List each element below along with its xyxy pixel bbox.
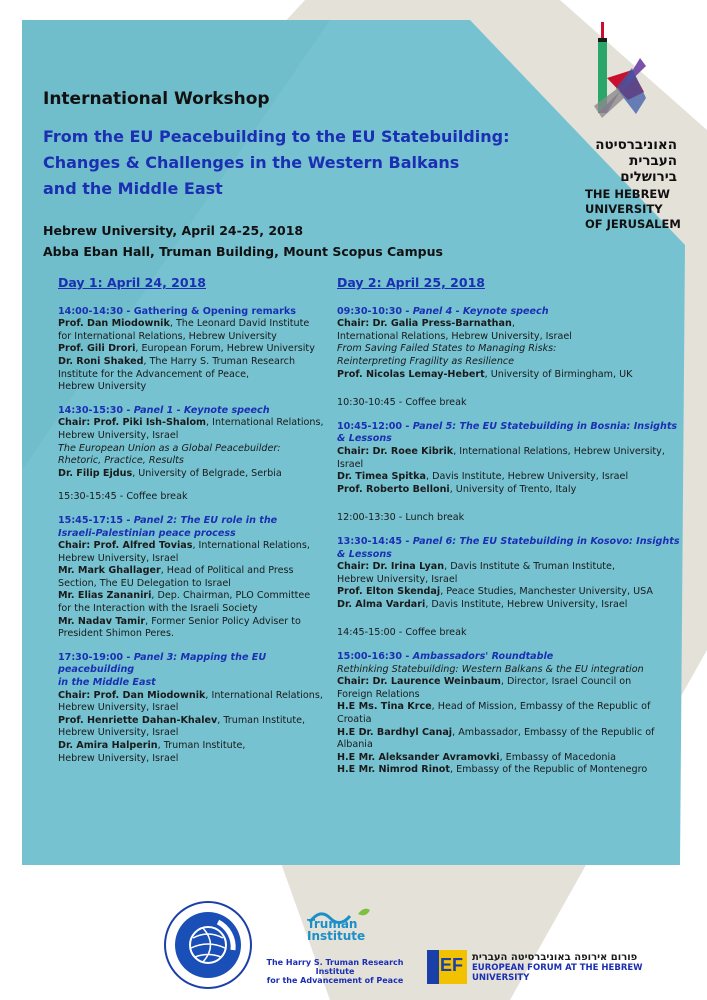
talk-title: The European Union as a Global Peacebuilder:	[58, 442, 281, 454]
day1-coffee-break	[58, 491, 328, 504]
panel-title: Panel 4 - Keynote speech	[412, 305, 549, 317]
day2-session-panel4	[337, 306, 687, 382]
ef-badge-text: EF	[440, 955, 464, 975]
break-text: 12:00-13:30 - Lunch break	[337, 512, 465, 524]
chair-affiliation: Foreign Relations	[337, 688, 420, 700]
speaker-affiliation: , Truman Institute,	[217, 714, 306, 726]
truman-desc-line-1: The Harry S. Truman Research Institute	[266, 958, 404, 976]
title-line-3: and the Middle East	[43, 179, 223, 198]
hebrew-line-2: העברית	[629, 153, 677, 169]
ef-hebrew-name: פורום אירופה באוניברסיטה העברית	[472, 952, 638, 963]
chair-name: Chair: Dr. Irina Lyan	[337, 561, 445, 573]
ef-english-name: EUROPEAN FORUM AT THE HEBREW UNIVERSITY	[472, 963, 643, 983]
break-text: 15:30-15:45 - Coffee break	[58, 491, 188, 503]
chair-affiliation: , Davis Institute & Truman Institute,	[444, 561, 616, 573]
speaker-name: Dr. Amira Halperin	[58, 740, 158, 751]
speaker-name: Prof. Henriette Dahan-Khalev	[58, 714, 218, 726]
session-time: 13:30-14:45 -	[337, 535, 413, 547]
english-name	[585, 187, 695, 232]
hebrew-line-3: בירושלים	[620, 169, 677, 185]
panel-title: Panel 5: The EU Statebuilding in Bosnia: Insights & Lessons	[337, 420, 678, 445]
davis-institute-seal-icon	[163, 900, 253, 990]
speaker-affiliation: Hebrew University	[58, 381, 147, 393]
speaker-affiliation: , Dep. Chairman, PLO Committee	[151, 590, 311, 602]
speaker-name: H.E Mr. Aleksander Avramovki	[337, 751, 500, 763]
chair-affiliation: , Director, Israel Council on	[500, 676, 632, 688]
speaker-affiliation: , Truman Institute,	[157, 740, 246, 751]
day2-column	[337, 277, 687, 788]
title-line-2: Changes & Challenges in the Western Balkans	[43, 153, 460, 172]
speaker-name: Dr. Alma Vardari	[337, 598, 426, 610]
day2-session-panel5	[337, 421, 687, 497]
day1-session-opening	[58, 306, 328, 394]
chair-affiliation: Hebrew University, Israel	[58, 552, 179, 564]
panel-title: Panel 1 - Keynote speech	[133, 404, 270, 416]
workshop-label: International Workshop	[43, 89, 270, 109]
speaker-name: Mr. Elias Zananiri	[58, 590, 152, 602]
session-time: 09:30-10:30 -	[337, 305, 413, 317]
english-line-1: THE HEBREW	[585, 187, 670, 201]
panel-title: in the Middle East	[58, 677, 156, 689]
speaker-affiliation: Hebrew University, Israel	[58, 752, 179, 764]
chair-name: Chair: Prof. Piki Ish-Shalom	[58, 417, 207, 429]
chair-name: Chair: Dr. Roee Kibrik	[337, 445, 454, 457]
speaker-affiliation: , Former Senior Policy Adviser to	[145, 615, 301, 627]
break-text: 10:30-10:45 - Coffee break	[337, 397, 467, 409]
truman-description	[255, 958, 415, 985]
speaker-name: Prof. Roberto Belloni	[337, 483, 450, 495]
session-time: 15:00-16:30 -	[337, 651, 413, 663]
talk-title: Reinterpreting Fragility as Resilience	[337, 355, 515, 367]
speaker-name: H.E Mr. Nimrod Rinot	[337, 764, 450, 776]
day1-heading: Day 1: April 24, 2018	[58, 275, 206, 290]
chair-affiliation: , International Relations,	[192, 540, 310, 552]
day2-lunch-break	[337, 512, 687, 525]
speaker-affiliation: , University of Trento, Italy	[449, 483, 577, 495]
speaker-affiliation: , Head of Political and Press	[160, 565, 294, 577]
speaker-name: H.E Ms. Tina Krce	[337, 701, 432, 713]
speaker-affiliation: , Embassy of Macedonia	[499, 751, 616, 763]
speaker-affiliation: , University of Birmingham, UK	[484, 368, 633, 380]
speaker-affiliation: , The Harry S. Truman Research	[143, 355, 296, 367]
speaker-affiliation: , European Forum, Hebrew University	[135, 343, 315, 355]
hebrew-university-wordmark	[585, 137, 695, 232]
hebrew-line-1: האוניברסיטה	[595, 137, 677, 153]
chair-affiliation: Hebrew University, Israel	[337, 573, 458, 585]
day1-session-panel3	[58, 652, 328, 765]
speaker-affiliation: for International Relations, Hebrew University	[58, 330, 277, 342]
truman-name-line-2: Institute	[307, 929, 366, 943]
panel-title: Ambassadors' Roundtable	[412, 651, 554, 663]
european-forum-wordmark	[472, 952, 702, 983]
session-time: 15:45-17:15 -	[58, 514, 134, 526]
hebrew-university-emblem-icon	[588, 18, 648, 130]
location-line: Abba Eban Hall, Truman Building, Mount Scopus Campus	[43, 244, 443, 259]
day2-coffee-break-1	[337, 397, 687, 410]
chair-name: Chair: Prof. Alfred Tovias	[58, 540, 193, 552]
day1-session-panel2	[58, 515, 328, 641]
speaker-affiliation: for the Interaction with the Israeli Society	[58, 603, 258, 615]
chair-affiliation: Hebrew University, Israel	[58, 429, 179, 441]
chair-name: Chair: Prof. Dan Miodownik	[58, 689, 206, 701]
speaker-name: Dr. Roni Shaked	[58, 355, 144, 367]
speaker-name: Mr. Mark Ghallager	[58, 565, 161, 577]
chair-affiliation: Hebrew University, Israel	[58, 702, 179, 714]
truman-wordmark	[307, 918, 365, 942]
chair-name: Chair: Dr. Laurence Weinbaum	[337, 676, 501, 688]
english-line-3: OF JERUSALEM	[585, 217, 681, 231]
talk-title: From Saving Failed States to Managing Risks:	[337, 343, 557, 355]
panel-title: Panel 2: The EU role in the	[133, 514, 278, 526]
speaker-affiliation: , University of Belgrade, Serbia	[132, 467, 282, 479]
panel-title: Israeli-Palestinian peace process	[58, 527, 236, 539]
day2-session-roundtable	[337, 651, 687, 777]
speaker-name: Prof. Nicolas Lemay-Hebert	[337, 368, 485, 380]
chair-affiliation: International Relations, Hebrew University, Israel	[337, 330, 572, 342]
european-forum-badge	[427, 950, 467, 984]
session-time: 17:30-19:00 -	[58, 651, 134, 663]
hebrew-name	[585, 137, 677, 185]
english-line-2: UNIVERSITY	[585, 202, 663, 216]
speaker-affiliation: , Head of Mission, Embassy of the Republic of Croatia	[337, 701, 651, 726]
day2-session-panel6	[337, 536, 687, 612]
speaker-affiliation: , Peace Studies, Manchester University, USA	[440, 586, 653, 598]
speaker-affiliation: , Davis Institute, Hebrew University, Israel	[425, 598, 628, 610]
day1-session-panel1	[58, 405, 328, 481]
chair-affiliation: , International Relations,	[205, 689, 323, 701]
truman-name-line-1: Truman	[307, 917, 358, 931]
eu-stars-strip	[427, 950, 439, 984]
day2-heading: Day 2: April 25, 2018	[337, 275, 485, 290]
session-time: 10:45-12:00 -	[337, 420, 413, 432]
talk-title: Rhetoric, Practice, Results	[58, 455, 184, 467]
speaker-name: Dr. Filip Ejdus	[58, 467, 133, 479]
title-line-1: From the EU Peacebuilding to the EU Statebuilding:	[43, 127, 510, 146]
day1-column	[58, 277, 328, 776]
speaker-name: Prof. Dan Miodownik	[58, 318, 170, 330]
session-time: 14:00-14:30 - Gathering & Opening remarks	[58, 305, 296, 317]
chair-comma: ,	[511, 318, 515, 330]
date-line: Hebrew University, April 24-25, 2018	[43, 223, 304, 238]
speaker-name: Mr. Nadav Tamir	[58, 615, 146, 627]
session-time: 14:30-15:30 -	[58, 404, 134, 416]
venue-info	[43, 220, 443, 262]
panel-title: Panel 3: Mapping the EU peacebuilding	[58, 651, 267, 676]
speaker-affiliation: , Embassy of the Republic of Montenegro	[450, 764, 648, 776]
panel-title: Panel 6: The EU Statebuilding in Kosovo: Insights & Lessons	[337, 535, 680, 560]
day2-coffee-break-2	[337, 627, 687, 640]
speaker-name: Dr. Timea Spitka	[337, 471, 426, 483]
chair-affiliation: , International Relations, Hebrew University, Israel	[337, 445, 665, 470]
speaker-affiliation: Institute for the Advancement of Peace,	[58, 368, 250, 380]
workshop-title	[43, 124, 523, 202]
truman-desc-line-2: for the Advancement of Peace	[266, 976, 404, 985]
speaker-affiliation: Hebrew University, Israel	[58, 727, 179, 739]
chair-name: Chair: Dr. Galia Press-Barnathan	[337, 318, 512, 330]
speaker-affiliation: , The Leonard David Institute	[169, 318, 310, 330]
session-subtitle: Rethinking Statebuilding: Western Balkans & the EU integration	[337, 663, 644, 675]
speaker-name: Prof. Gili Drori	[58, 343, 136, 355]
speaker-affiliation: , Ambassador, Embassy of the Republic of Albania	[337, 726, 655, 751]
chair-affiliation: , International Relations,	[206, 417, 324, 429]
speaker-affiliation: , Davis Institute, Hebrew University, Israel	[425, 471, 629, 483]
speaker-affiliation: Section, The EU Delegation to Israel	[58, 577, 231, 589]
speaker-name: Prof. Elton Skendaj	[337, 586, 441, 598]
speaker-name: H.E Dr. Bardhyl Canaj	[337, 726, 453, 738]
speaker-affiliation: President Shimon Peres.	[58, 628, 175, 640]
break-text: 14:45-15:00 - Coffee break	[337, 627, 467, 639]
